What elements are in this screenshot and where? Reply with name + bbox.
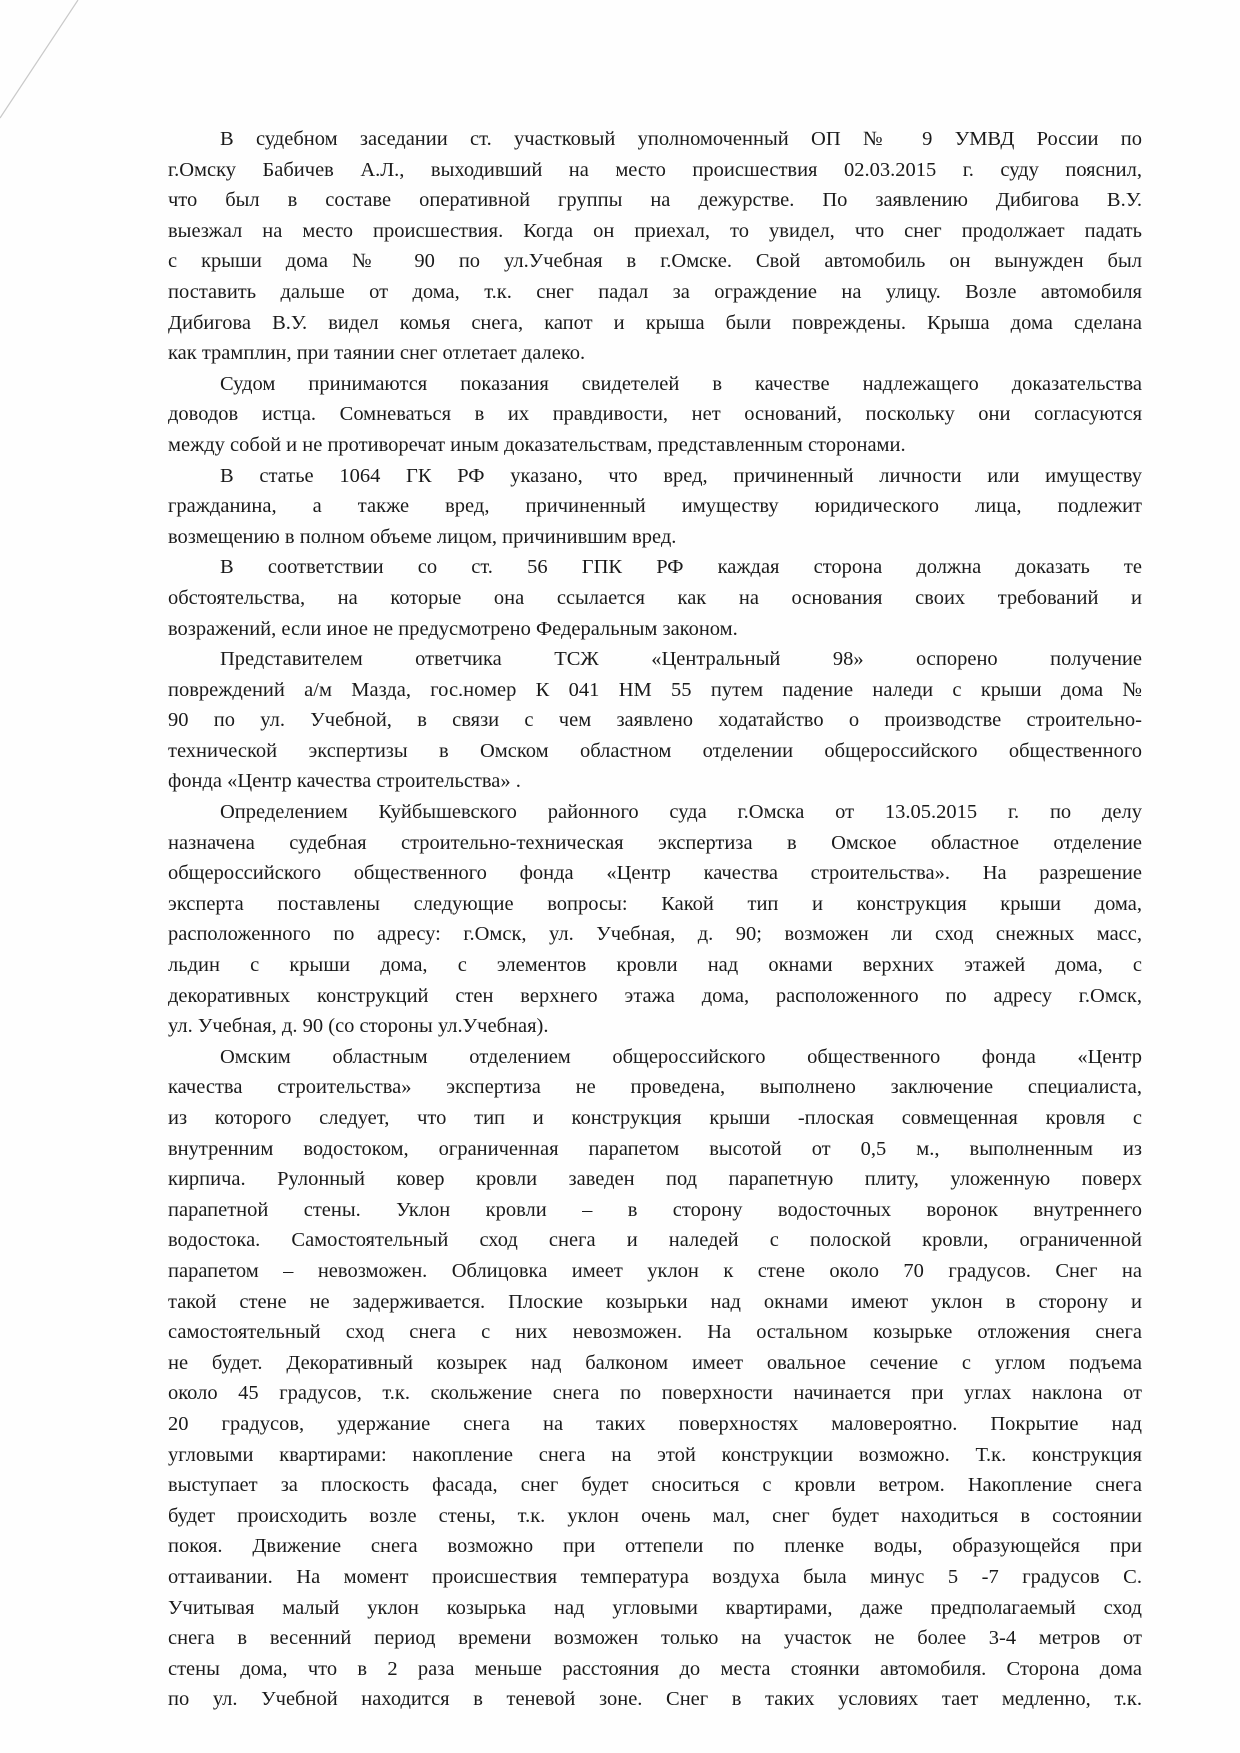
text-line: Дибигова В.У. видел комья снега, капот и крыша были повреждены. Крыша дома сделана [168, 311, 1142, 334]
text-line: ул. Учебная, д. 90 (со стороны ул.Учебная). [168, 1015, 549, 1038]
text-line: В судебном заседании ст. участковый уполномоченный ОП № 9 УМВД России по [220, 128, 1142, 150]
text-line: снега в весенний период времени возможен только на участок не более 3-4 метров от [168, 1627, 1142, 1650]
text-line: не будет. Декоративный козырек над балконом имеет овальное сечение с углом подъема [168, 1351, 1142, 1374]
text-line: Омским областным отделением общероссийского общественного фонда «Центр [220, 1045, 1142, 1068]
text-line: Представителем ответчика ТСЖ «Центральный 98» оспорено получение [220, 648, 1142, 671]
text-line: внутренним водостоком, ограниченная парапетом высотой от 0,5 м., выполненным из [168, 1137, 1142, 1160]
text-line: возражений, если иное не предусмотрено Федеральным законом. [168, 617, 738, 640]
text-line: оттаивании. На момент происшествия температура воздуха была минус 5 -7 градусов С. [168, 1565, 1142, 1588]
text-line: обстоятельства, на которые она ссылается как на основания своих требований и [168, 586, 1142, 609]
text-line: качества строительства» экспертиза не проведена, выполнено заключение специалиста, [168, 1076, 1142, 1099]
text-line: общероссийского общественного фонда «Центр качества строительства». На разрешение [168, 862, 1142, 885]
text-line: с крыши дома № 90 по ул.Учебная в г.Омске. Свой автомобиль он вынужден был [168, 250, 1142, 273]
text-line: парапетом – невозможен. Облицовка имеет уклон к стене около 70 градусов. Снег на [168, 1259, 1142, 1282]
text-line: гражданина, а также вред, причиненный имуществу юридического лица, подлежит [168, 495, 1142, 518]
text-line: повреждений а/м Мазда, гос.номер К 041 НМ 55 путем падение наледи с крыши дома № [168, 678, 1142, 701]
text-line: выезжал на место происшествия. Когда он приехал, то увидел, что снег продолжает падать [168, 219, 1142, 242]
text-line: декоративных конструкций стен верхнего этажа дома, расположенного по адресу г.Омск, [168, 984, 1142, 1007]
text-line: 20 градусов, удержание снега на таких поверхностях маловероятно. Покрытие над [168, 1412, 1142, 1435]
text-line: между собой и не противоречат иным доказательствам, представленным сторонами. [168, 433, 906, 456]
text-line: г.Омску Бабичев А.Л., выходивший на место происшествия 02.03.2015 г. суду пояснил, [168, 158, 1142, 181]
paragraph [168, 644, 1142, 797]
text-line: что был в составе оперативной группы на дежурстве. По заявлению Дибигова В.У. [168, 189, 1142, 212]
text-line: Определением Куйбышевского районного суда г.Омска от 13.05.2015 г. по делу [220, 801, 1142, 824]
paragraph [168, 1042, 1142, 1715]
paragraph [168, 797, 1142, 1042]
text-line: В соответствии со ст. 56 ГПК РФ каждая сторона должна доказать те [220, 556, 1142, 579]
text-line: стены дома, что в 2 раза меньше расстояния до места стоянки автомобиля. Сторона дома [168, 1657, 1142, 1680]
text-line: покоя. Движение снега возможно при оттепели по пленке воды, образующейся при [168, 1535, 1142, 1558]
text-line: из которого следует, что тип и конструкция крыши -плоская совмещенная кровля с [168, 1107, 1142, 1129]
text-line: угловыми квартирами: накопление снега на этой конструкции возможно. Т.к. конструкция [168, 1443, 1142, 1466]
text-line: доводов истца. Сомневаться в их правдивости, нет оснований, поскольку они согласуются [168, 403, 1142, 426]
scan-corner-mark [0, 0, 80, 120]
document-body [168, 124, 1142, 1715]
text-line: около 45 градусов, т.к. скольжение снега по поверхности начинается при углах наклона от [168, 1382, 1142, 1405]
text-line: Судом принимаются показания свидетелей в качестве надлежащего доказательства [220, 372, 1142, 395]
paragraph [168, 552, 1142, 644]
text-line: водостока. Самостоятельный сход снега и наледей с полоской кровли, ограниченной [168, 1229, 1142, 1252]
text-line: парапетной стены. Уклон кровли – в сторону водосточных воронок внутреннего [168, 1198, 1142, 1221]
text-line: эксперта поставлены следующие вопросы: Какой тип и конструкция крыши дома, [168, 892, 1142, 915]
text-line: возмещению в полном объеме лицом, причинившим вред. [168, 525, 677, 548]
paragraph [168, 461, 1142, 553]
text-line: назначена судебная строительно-техническая экспертиза в Омское областное отделение [168, 831, 1142, 854]
text-line: технической экспертизы в Омском областном отделении общероссийского общественного [168, 739, 1142, 762]
paragraph [168, 369, 1142, 461]
text-line: фонда «Центр качества строительства» . [168, 770, 521, 793]
text-line: самостоятельный сход снега с них невозможен. На остальном козырьке отложения снега [168, 1321, 1142, 1344]
text-line: В статье 1064 ГК РФ указано, что вред, причиненный личности или имуществу [220, 464, 1142, 487]
text-line: выступает за плоскость фасада, снег будет сноситься с кровли ветром. Накопление снега [168, 1474, 1142, 1497]
text-line: такой стене не задерживается. Плоские козырьки над окнами имеют уклон в сторону и [168, 1290, 1142, 1313]
text-line: будет происходить возле стены, т.к. уклон очень мал, снег будет находиться в состоянии [168, 1504, 1142, 1527]
text-line: 90 по ул. Учебной, в связи с чем заявлено ходатайство о производстве строительно- [168, 709, 1142, 732]
text-line: по ул. Учебной находится в теневой зоне. Снег в таких условиях тает медленно, т.к. [168, 1688, 1142, 1711]
text-line: поставить дальше от дома, т.к. снег падал за ограждение на улицу. Возле автомобиля [168, 280, 1142, 303]
text-line: льдин с крыши дома, с элементов кровли над окнами верхних этажей дома, с [168, 954, 1142, 977]
text-line: как трамплин, при таянии снег отлетает далеко. [168, 342, 586, 365]
text-line: Учитывая малый уклон козырька над угловыми квартирами, даже предполагаемый сход [168, 1596, 1142, 1619]
text-line: кирпича. Рулонный ковер кровли заведен под парапетную плиту, уложенную поверх [168, 1168, 1142, 1191]
paragraph [168, 124, 1142, 369]
text-line: расположенного по адресу: г.Омск, ул. Учебная, д. 90; возможен ли сход снежных масс, [168, 923, 1142, 946]
